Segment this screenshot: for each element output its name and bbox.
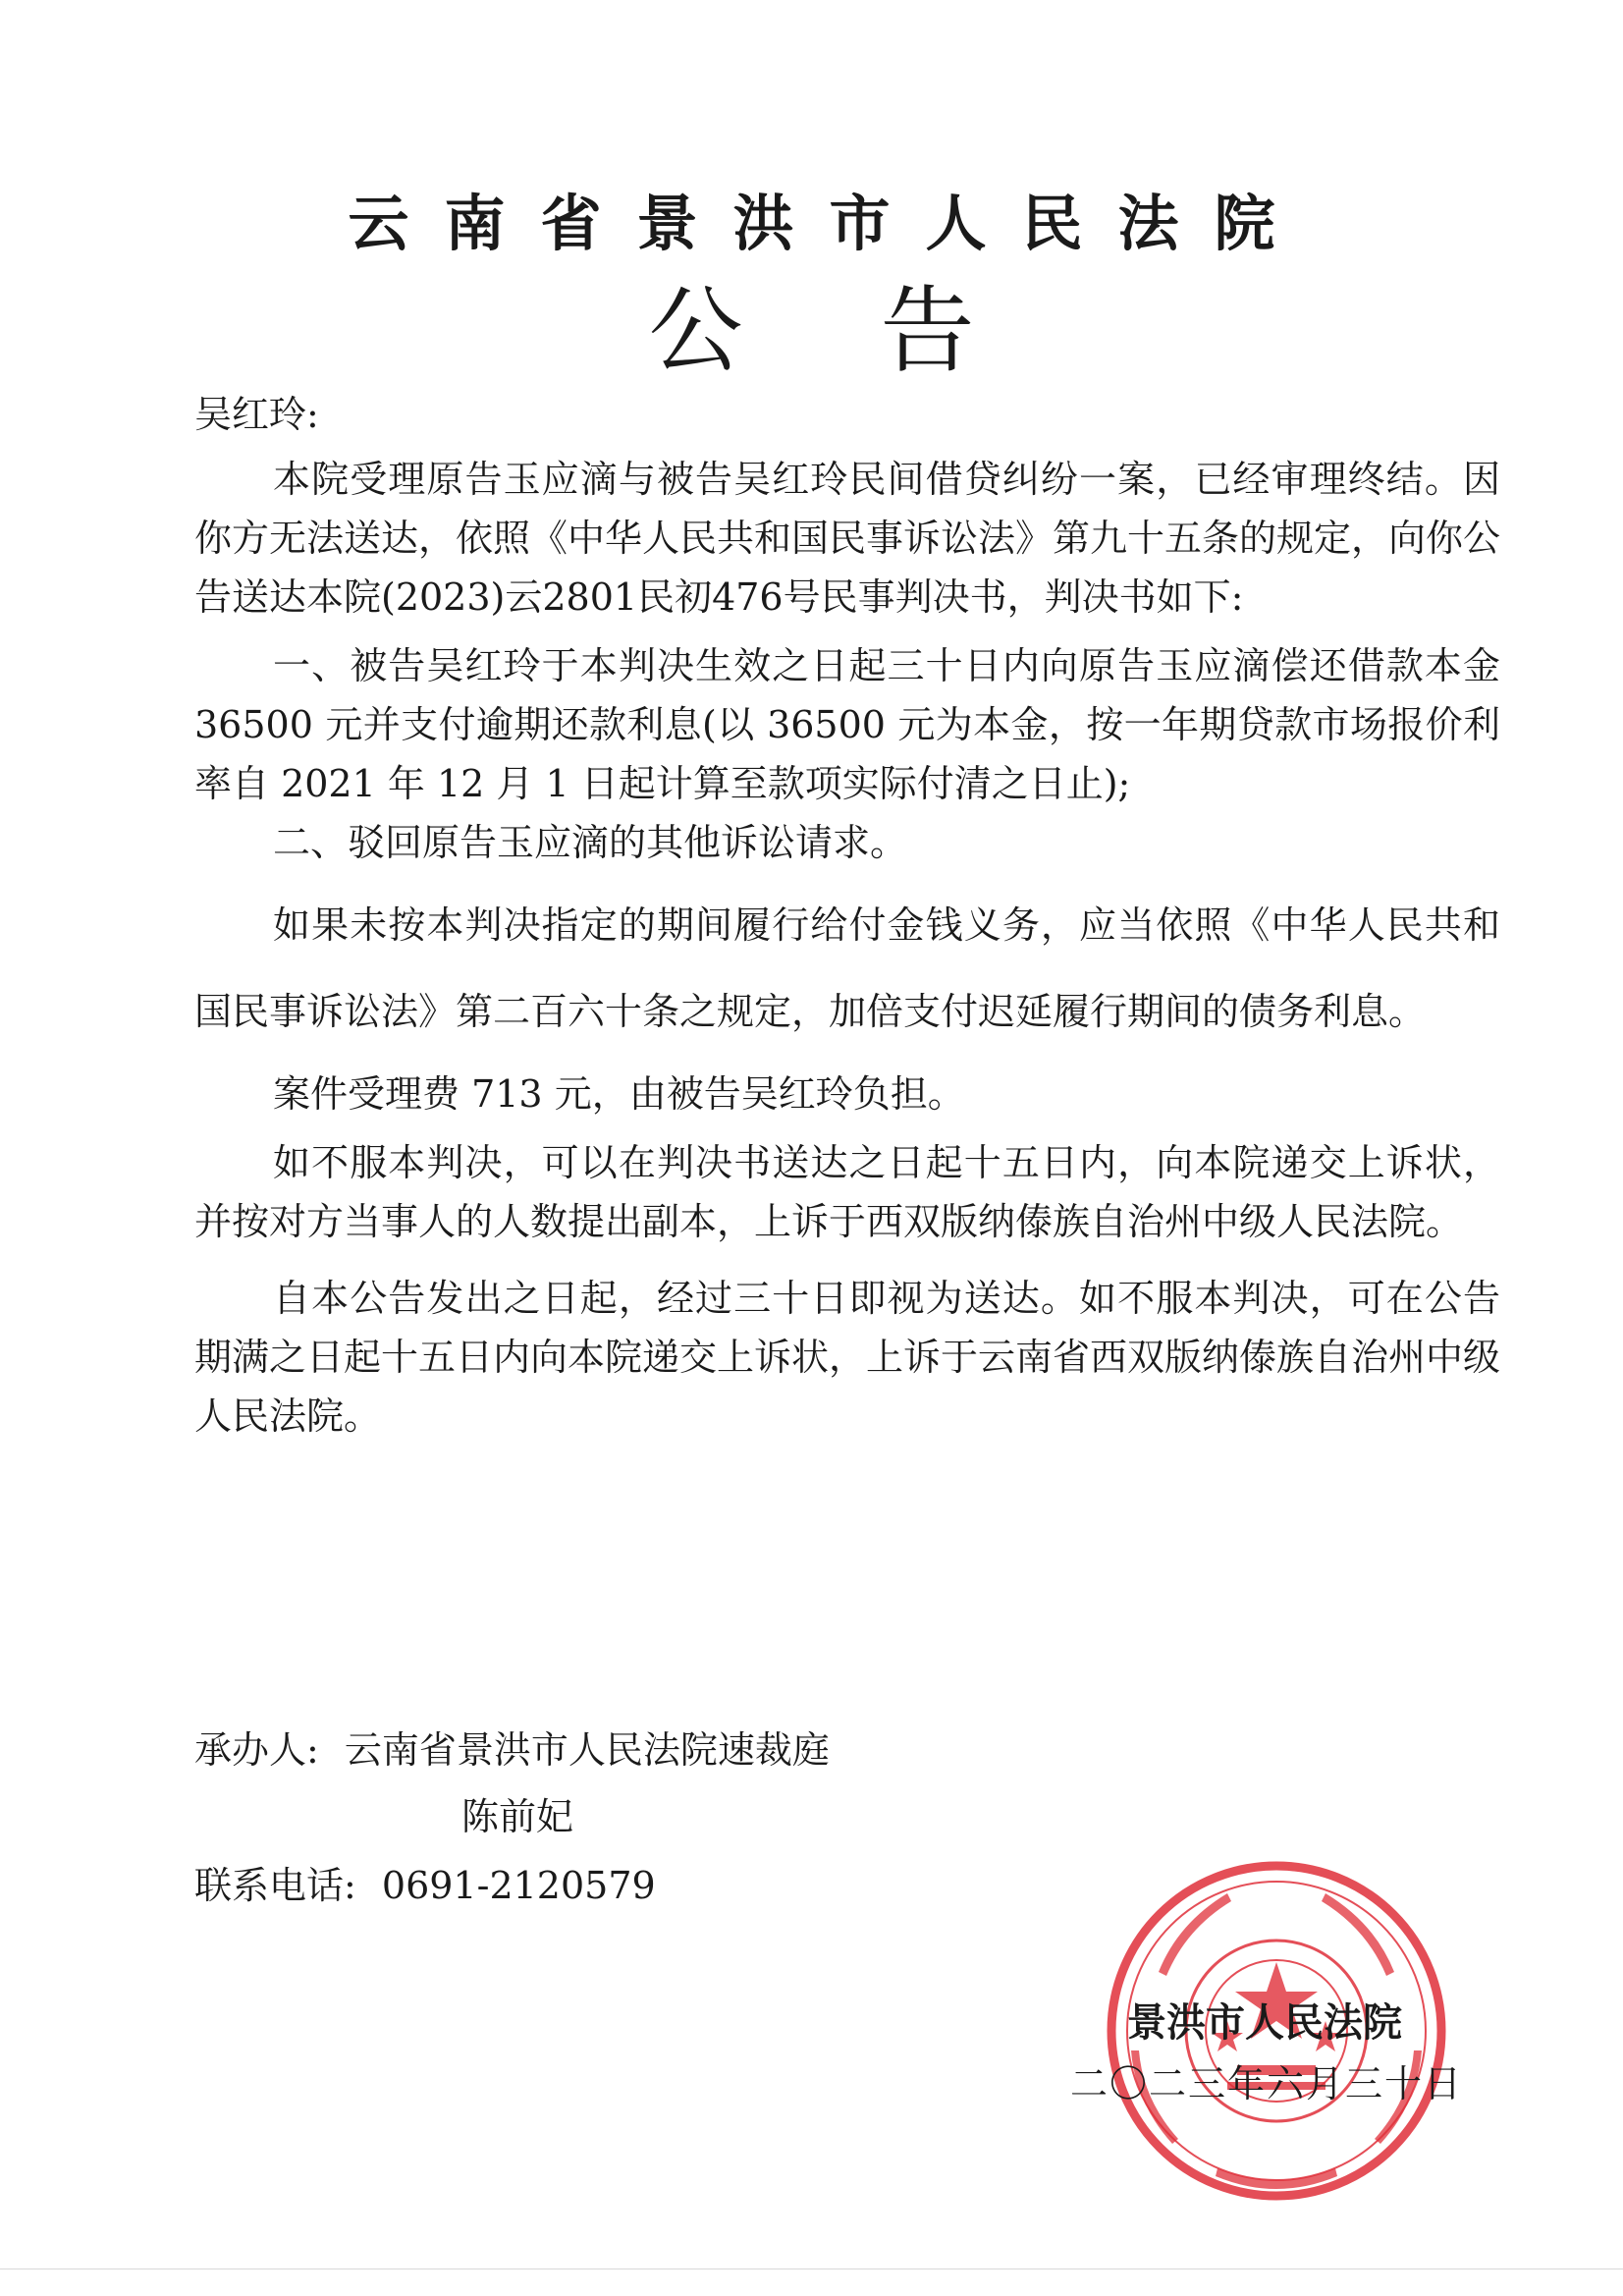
handler-label: 承办人: bbox=[194, 1728, 319, 1772]
intro-paragraph: 本院受理原告玉应滴与被告吴红玲民间借贷纠纷一案，已经审理终结。因你方无法送达，依照《中华人民共和国民事诉讼法》第九十五条的规定，向你公告送达本院(2023)云2801民初476号民事判决书，判决书如下: bbox=[194, 458, 1501, 619]
handler-name: 陈前妃 bbox=[461, 1795, 574, 1838]
fee-paragraph: 案件受理费 713 元，由被告吴红玲负担。 bbox=[273, 1072, 965, 1116]
phone-label: 联系电话: bbox=[194, 1864, 356, 1907]
phone-number: 0691-2120579 bbox=[381, 1864, 656, 1907]
handler-line bbox=[194, 1721, 830, 1779]
phone-line bbox=[194, 1856, 656, 1915]
service-paragraph: 自本公告发出之日起，经过三十日即视为送达。如不服本判决，可在公告期满之日起十五日内向本院递交上诉状，上诉于云南省西双版纳傣族自治州中级人民法院。 bbox=[194, 1277, 1501, 1438]
notice-title: 公告 bbox=[648, 276, 1112, 386]
issue-date: 二〇二三年六月三十日 bbox=[1070, 2062, 1464, 2105]
appeal-paragraph: 如不服本判决，可以在判决书送达之日起十五日内，向本院递交上诉状，并按对方当事人的人数提出副本，上诉于西双版纳傣族自治州中级人民法院。 bbox=[194, 1141, 1500, 1243]
handler-dept: 云南省景洪市人民法院速裁庭 bbox=[344, 1728, 830, 1772]
judgment-item-1: 一、被告吴红玲于本判决生效之日起三十日内向原告玉应滴偿还借款本金 36500 元并支付逾期还款利息(以 36500 元为本金，按一年期贷款市场报价利率自 2021 年 12 月 1 日起计算至款项实际付清之日止); bbox=[194, 644, 1500, 805]
court-name-heading: 云南省景洪市人民法院 bbox=[348, 188, 1311, 259]
addressee: 吴红玲: bbox=[194, 393, 319, 436]
court-signature: 景洪市人民法院 bbox=[1127, 2000, 1402, 2046]
notice-body bbox=[194, 385, 1500, 1446]
penalty-paragraph: 如果未按本判决指定的期间履行给付金钱义务，应当依照《中华人民共和国民事诉讼法》第二百六十条之规定，加倍支付迟延履行期间的债务利息。 bbox=[194, 903, 1500, 1033]
judgment-item-2: 二、驳回原告玉应滴的其他诉讼请求。 bbox=[273, 821, 908, 864]
